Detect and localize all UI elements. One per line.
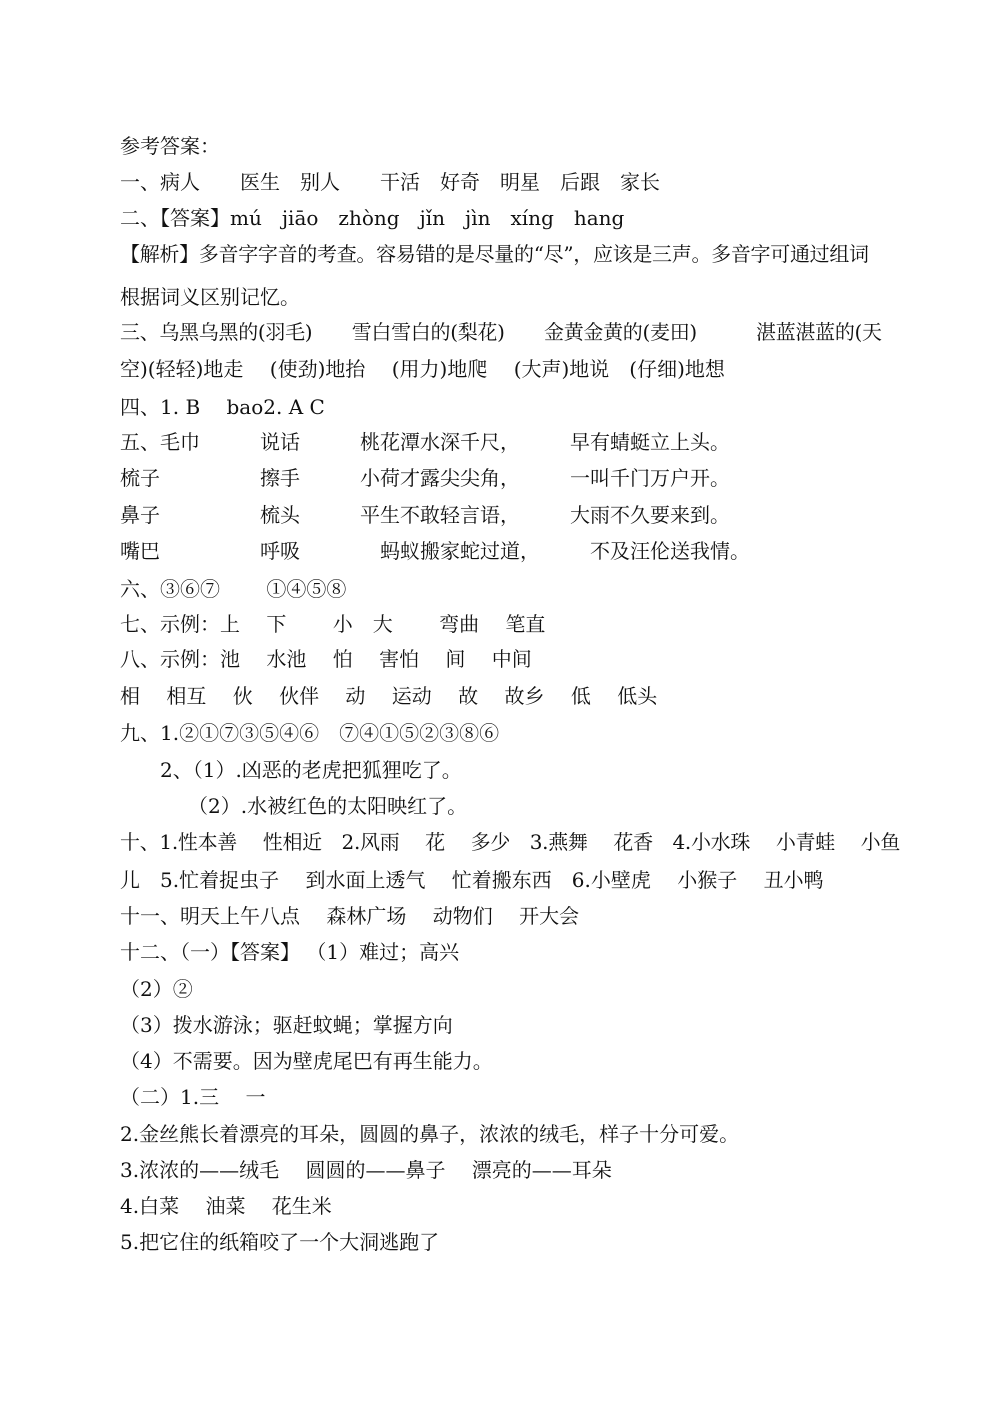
- answer-line-9: 梳子 擦手 小荷才露尖尖角， 一叫千门万户开。: [120, 466, 730, 490]
- answer-line-2: 二、【答案】mú jiāo zhòng jǐn jìn xíng hang: [120, 206, 625, 230]
- answer-line-1: 一、病人 医生 别人 干活 好奇 明星 后跟 家长: [120, 170, 660, 194]
- answer-line-20: 儿 5.忙着捉虫子 到水面上透气 忙着搬东西 6.小壁虎 小猴子 丑小鸭: [120, 868, 824, 892]
- answer-line-14: 八、示例：池 水池 怕 害怕 间 中间: [120, 647, 532, 671]
- answer-line-4: 根据词义区别记忆。: [120, 285, 300, 309]
- answer-line-3: 【解析】多音字字音的考查。容易错的是尽量的“尽”，应该是三声。多音字可通过组词: [120, 242, 869, 266]
- answer-line-30: 5.把它住的纸箱咬了一个大洞逃跑了: [120, 1230, 440, 1254]
- answer-line-10: 鼻子 梳头 平生不敢轻言语， 大雨不久要来到。: [120, 503, 730, 527]
- answer-title: 参考答案：: [120, 134, 220, 158]
- answer-line-25: （4）不需要。因为壁虎尾巴有再生能力。: [120, 1049, 493, 1073]
- answer-line-6: 空)(轻轻)地走 (使劲)地抬 (用力)地爬 (大声)地说 (仔细)地想: [120, 357, 725, 381]
- answer-line-27: 2.金丝熊长着漂亮的耳朵，圆圆的鼻子，浓浓的绒毛，样子十分可爱。: [120, 1122, 740, 1146]
- answer-line-24: （3）拨水游泳；驱赶蚊蝇；掌握方向: [120, 1013, 453, 1037]
- answer-line-18: （2）.水被红色的太阳映红了。: [188, 794, 468, 818]
- answer-line-5: 三、乌黑乌黑的(羽毛) 雪白雪白的(梨花) 金黄金黄的(麦田) 湛蓝湛蓝的(天: [120, 320, 882, 344]
- answer-line-17: 2、（1）.凶恶的老虎把狐狸吃了。: [160, 758, 462, 782]
- answer-line-11: 嘴巴 呼吸 蚂蚁搬家蛇过道， 不及汪伦送我情。: [120, 539, 750, 563]
- answer-line-29: 4.白菜 油菜 花生米: [120, 1194, 332, 1218]
- answer-line-16: 九、1.②①⑦③⑤④⑥ ⑦④①⑤②③⑧⑥: [120, 721, 500, 745]
- answer-line-22: 十二、（一）【答案】 （1）难过；高兴: [120, 940, 460, 964]
- answer-line-12: 六、③⑥⑦ ①④⑤⑧: [120, 577, 347, 601]
- answer-line-21: 十一、明天上午八点 森林广场 动物们 开大会: [120, 904, 580, 928]
- answer-line-26: （二）1.三 一: [120, 1085, 266, 1109]
- answer-line-28: 3.浓浓的——绒毛 圆圆的——鼻子 漂亮的——耳朵: [120, 1158, 612, 1182]
- answer-line-15: 相 相互 伙 伙伴 动 运动 故 故乡 低 低头: [120, 684, 658, 708]
- answer-line-23: （2）②: [120, 977, 193, 1001]
- answer-line-19: 十、1.性本善 性相近 2.风雨 花 多少 3.燕舞 花香 4.小水珠 小青蛙 小鱼: [120, 830, 901, 854]
- answer-line-7: 四、1. B bao2. A C: [120, 395, 325, 419]
- answer-line-8: 五、毛巾 说话 桃花潭水深千尺， 早有蜻蜓立上头。: [120, 430, 730, 454]
- answer-line-13: 七、示例：上 下 小 大 弯曲 笔直: [120, 612, 546, 636]
